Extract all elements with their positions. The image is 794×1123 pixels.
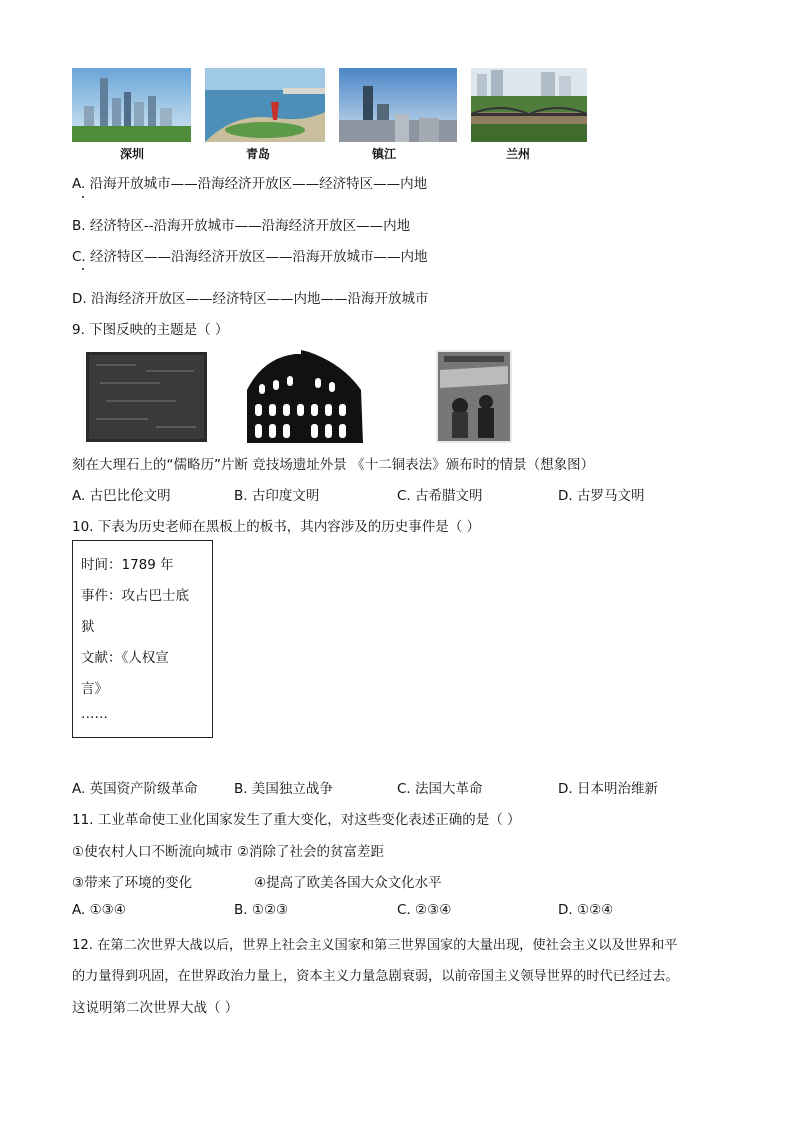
q9-caption-line: 刻在大理石上的“儒略历”片断 竞技场遗址外景 《十二铜表法》颁布时的情景（想象图）	[72, 457, 595, 473]
q8-option-a: A. 沿海开放城市——沿海经济开放区——经济特区——内地	[72, 176, 428, 192]
q10-option-d: D. 日本明治维新	[558, 781, 658, 797]
q11-statement-3: ③带来了环境的变化	[72, 875, 193, 891]
q11-option-d: D. ①②④	[558, 902, 614, 918]
board-line: 时间：1789 年	[81, 557, 174, 573]
qingdao-photo	[205, 68, 325, 142]
q12-stem-line-2: 的力量得到巩固，在世界政治力量上，资本主义力量急剧衰弱，以前帝国主义领导世界的时代已经过去。	[72, 969, 679, 984]
q10-stem: 10. 下表为历史老师在黑板上的板书，其内容涉及的历史事件是（ ）	[72, 519, 481, 535]
q11-option-a: A. ①③④	[72, 902, 126, 918]
q11-statement-4: ④提高了欧美各国大众文化水平	[254, 875, 442, 891]
shenzhen-photo	[72, 68, 191, 142]
colosseum-ruins-image	[243, 350, 366, 443]
q9-option-b: B. 古印度文明	[234, 488, 320, 504]
twelve-tables-illustration	[436, 350, 512, 443]
board-line: ……	[81, 706, 108, 722]
q8-option-c: C. 经济特区——沿海经济开放区——沿海开放城市——内地	[72, 249, 428, 265]
q11-option-b: B. ①②③	[234, 902, 289, 918]
q11-statements-line-1: ①使农村人口不断流向城市 ②消除了社会的贫富差距	[72, 844, 384, 860]
q10-option-c: C. 法国大革命	[397, 781, 483, 797]
caption-qingdao: 青岛	[245, 147, 270, 161]
q9-option-a: A. 古巴比伦文明	[72, 488, 171, 504]
lanzhou-photo	[471, 68, 587, 142]
q8-option-b: B. 经济特区--沿海开放城市——沿海经济开放区——内地	[72, 218, 411, 234]
q11-stem: 11. 工业革命使工业化国家发生了重大变化，对这些变化表述正确的是（ ）	[72, 812, 521, 828]
q9-option-c: C. 古希腊文明	[397, 488, 483, 504]
q11-option-c: C. ②③④	[397, 902, 452, 918]
julian-calendar-marble-image	[86, 352, 207, 442]
q9-stem: 9. 下图反映的主题是（ ）	[72, 322, 229, 338]
q12-stem-line-1: 12. 在第二次世界大战以后，世界上社会主义国家和第三世界国家的大量出现，使社会主义以及世界和平	[72, 938, 678, 953]
q12-stem-line-3: 这说明第二次世界大战（ ）	[72, 1000, 239, 1016]
q10-option-a: A. 英国资产阶级革命	[72, 781, 198, 797]
caption-shenzhen: 深圳	[119, 147, 144, 161]
board-line: 文献：《人权宣	[81, 650, 169, 666]
caption-zhenjiang: 镇江	[371, 147, 396, 161]
caption-lanzhou: 兰州	[505, 147, 530, 161]
board-line: 事件：攻占巴士底	[81, 588, 189, 604]
q10-option-b: B. 美国独立战争	[234, 781, 333, 797]
board-line: 狱	[81, 619, 95, 635]
q9-option-d: D. 古罗马文明	[558, 488, 645, 504]
q8-option-d: D. 沿海经济开放区——经济特区——内地——沿海开放城市	[72, 291, 429, 307]
zhenjiang-photo	[339, 68, 457, 142]
board-line: 言》	[81, 681, 108, 697]
blackboard-notes-box	[72, 540, 213, 738]
